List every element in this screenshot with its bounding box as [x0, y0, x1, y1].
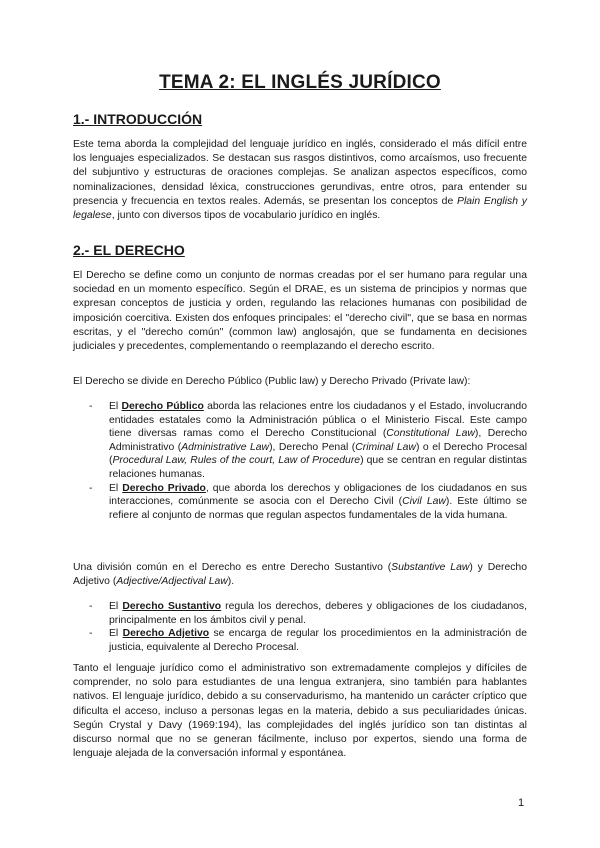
term-derecho-sustantivo: Derecho Sustantivo: [122, 601, 222, 612]
term-derecho-adjetivo: Derecho Adjetivo: [122, 628, 210, 640]
term-derecho-privado: Derecho Privado: [122, 482, 206, 494]
list-item-derecho-privado: - El Derecho Privado, que aborda los derechos y obligaciones de los ciudadanos en sus interacciones, comúnmente se asocia con el Derecho Civil (Civil Law). Este último se refiere al conjunto de normas que regulan aspectos fundamentales de la vida humana.: [89, 482, 528, 521]
derecho-definition-paragraph: El Derecho se define como un conjunto de normas creadas por el ser humano para regular una sociedad en un momento específico. Según el DRAE, es un sistema de principios y normas que expresan conceptos de justicia y orden, regulando las relaciones humanas con posibilidad de imposición coercitiva. Existen dos enfoques principales: el "derecho civil", que se basa en normas escritas, y el "derecho común" (common law) anglosajón, que se fundamenta en decisiones judiciales y precedentes, complementando o reemplazando el derecho escrito.: [73, 270, 527, 353]
dash-bullet: -: [89, 482, 93, 494]
sustantivo-adjetivo-list: [89, 600, 527, 654]
lenguaje-juridico-paragraph: Tanto el lenguaje jurídico como el administrativo son extremadamente complejos y difíciles de comprender, no solo para estudiantes de una lengua extranjera, sino también para hablantes nativos. El lenguaje jurídico, debido a su conservadurismo, ha mantenido un carácter críptico que dificulta el acceso, incluso a personas legas en la materia, debido a sus peculiaridades únicas. Según Crystal y Davy (1969:194), las complejidades del inglés jurídico son tan distintas al discurso normal que no se generan fácilmente, incluso por expertos, siendo una forma de lenguaje alejada de la conversación informal y espontánea.: [73, 663, 527, 760]
dash-bullet: -: [89, 601, 93, 612]
section-heading-introduccion: 1.- INTRODUCCIÓN: [73, 111, 203, 127]
list-item-derecho-adjetivo: - El Derecho Adjetivo se encarga de regular los procedimientos en la administración de justicia, equivalente al Derecho Procesal.: [89, 628, 527, 653]
derecho-division-paragraph: El Derecho se divide en Derecho Público (Public law) y Derecho Privado (Private law):: [73, 376, 471, 387]
list-item-derecho-sustantivo: - El Derecho Sustantivo regula los derechos, deberes y obligaciones de los ciudadanos, principalmente en los ámbitos civil y penal.: [89, 601, 527, 626]
term-derecho-publico: Derecho Público: [121, 401, 204, 412]
sustantivo-adjetivo-paragraph: Una división común en el Derecho es entre Derecho Sustantivo (Substantive Law) y Derecho Adjetivo (Adjective/Adjectival Law).: [73, 562, 527, 588]
dash-bullet: -: [89, 628, 93, 640]
section-heading-derecho: 2.- EL DERECHO: [73, 242, 185, 258]
page-title: TEMA 2: EL INGLÉS JURÍDICO: [159, 72, 441, 93]
page-number: 1: [518, 797, 525, 809]
public-private-list: [89, 400, 527, 522]
list-item-derecho-publico: - El Derecho Público aborda las relaciones entre los ciudadanos y el Estado, involucrando entidades estatales como la Administración pública o el Ministerio Fiscal. Este campo tiene diversas ramas como el Derecho Constitucional (Constitutional Law), Derecho Administrativo (Administrative Law), Derecho Penal (Criminal Law) o el Derecho Procesal (Procedural Law, Rules of the court, Law of Procedure) que se centran en regular distintas relaciones humanas.: [89, 401, 528, 480]
dash-bullet: -: [89, 401, 93, 412]
intro-paragraph: Este tema aborda la complejidad del lenguaje jurídico en inglés, considerado el más difícil entre los lenguajes especializados. Se destacan sus rasgos distintivos, como arcaísmos, uso frecuente del subjuntivo y estructuras de oraciones complejas. Se analizan aspectos específicos, como nominalizaciones, densidad léxica, construcciones gerundivas, entre otros, para entender su presencia y frecuencia en textos reales. Además, se presentan los conceptos de Plain English y legalese, junto con diversos tipos de vocabulario jurídico en inglés.: [73, 139, 528, 222]
